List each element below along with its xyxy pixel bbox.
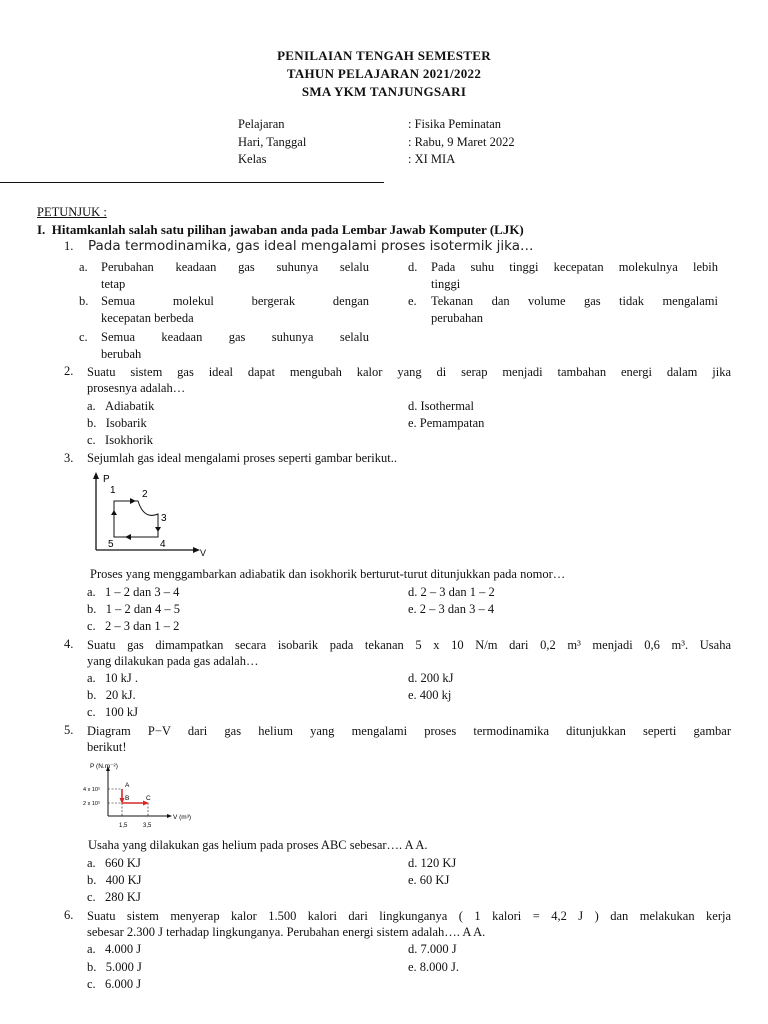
arrow-5-1 <box>111 510 117 515</box>
option-e: e. 2 – 3 dan 3 – 4 <box>408 602 495 616</box>
tick-label-p-low: 2 x 10⁵ <box>83 801 101 807</box>
option-letter: a. <box>79 260 88 274</box>
school-name: SMA YKM TANJUNGSARI <box>301 84 467 99</box>
option-letter: b. <box>79 294 89 308</box>
question-number: 5. <box>64 723 74 737</box>
question-number: 4. <box>64 637 74 651</box>
option-b: b. 20 kJ. <box>87 688 136 702</box>
question-stem-line2: sebesar 2.300 J terhadap lingkunganya. Perubahan energi sistem adalah…. A A. <box>87 925 486 939</box>
info-value-date: : Rabu, 9 Maret 2022 <box>408 135 515 149</box>
option-e: e. 8.000 J. <box>408 960 460 974</box>
option-c-line1: Semua keadaan gas suhunya selalu <box>101 330 369 344</box>
option-c: c. 280 KJ <box>87 890 141 904</box>
option-e: e. Pemampatan <box>408 416 485 430</box>
question-stem-line2: yang dilakukan pada gas adalah… <box>87 654 259 668</box>
school-year: TAHUN PELAJARAN 2021/2022 <box>286 66 482 81</box>
exam-title: PENILAIAN TENGAH SEMESTER <box>277 48 491 63</box>
info-label-date: Hari, Tanggal <box>238 135 307 149</box>
option-d: d. 200 kJ <box>408 671 454 685</box>
option-b: b. 400 KJ <box>87 873 142 887</box>
option-letter: d. <box>408 260 418 274</box>
option-e: e. 60 KJ <box>408 873 450 887</box>
option-letter: c. <box>79 330 88 344</box>
v-axis-arrow <box>167 814 172 818</box>
option-d: d. Isothermal <box>408 399 474 413</box>
question-stem-line1: Suatu sistem menyerap kalor 1.500 kalori dari lingkunganya ( 1 kalori = 4,2 J ) dan melakukan kerja <box>87 909 731 923</box>
point-label: 4 <box>160 539 166 550</box>
option-a-line2: tetap <box>101 277 126 291</box>
process-cycle-path <box>114 501 158 537</box>
question-number: 6. <box>64 908 74 922</box>
option-a: a. Adiabatik <box>87 399 155 413</box>
option-c: c. Isokhorik <box>87 433 153 447</box>
option-d: d. 2 – 3 dan 1 – 2 <box>408 585 495 599</box>
point-label: 3 <box>161 513 167 524</box>
point-label: 1 <box>110 485 116 496</box>
point-label-c: C <box>146 795 151 802</box>
question-stem-line2: berikut! <box>87 740 127 754</box>
info-value-subject: : Fisika Peminatan <box>408 117 502 131</box>
option-b: b. Isobarik <box>87 416 147 430</box>
option-c: c. 6.000 J <box>87 977 142 991</box>
option-b-line1: Semua molekul bergerak dengan <box>101 294 369 308</box>
info-value-class: : XI MIA <box>408 152 456 166</box>
option-b: b. 5.000 J <box>87 960 142 974</box>
question-stem-line1: Diagram P−V dari gas helium yang mengalami proses termodinamika ditunjukkan seperti gambar <box>87 724 731 738</box>
question-number: 3. <box>64 451 74 465</box>
point-label-b: B <box>125 795 130 802</box>
p-axis-arrow <box>93 472 99 479</box>
pv-diagram-isothermal <box>86 470 216 558</box>
p-axis-label: P <box>103 474 110 485</box>
v-axis-label: V <box>200 548 207 558</box>
header-divider <box>0 182 384 183</box>
option-b: b. 1 – 2 dan 4 – 5 <box>87 602 181 616</box>
pv-diagram-helium <box>82 760 202 832</box>
option-e-line2: perubahan <box>431 311 484 325</box>
arrow-4-5 <box>125 534 131 540</box>
option-a: a. 1 – 2 dan 3 – 4 <box>87 585 180 599</box>
tick-label-v2: 3,5 <box>143 823 152 829</box>
option-d-line1: Pada suhu tinggi kecepatan molekulnya lebih <box>431 260 718 274</box>
option-d: d. 7.000 J <box>408 942 457 956</box>
instructions-heading: PETUNJUK : <box>37 205 107 219</box>
question-stem-line1: Suatu gas dimampatkan secara isobarik pada tekanan 5 x 10 N/m dari 0,2 m³ menjadi 0,6 m³. Usaha <box>87 638 731 652</box>
option-a: a. 660 KJ <box>87 856 141 870</box>
arrow-1-2 <box>130 498 136 504</box>
option-letter: e. <box>408 294 417 308</box>
option-c: c. 2 – 3 dan 1 – 2 <box>87 619 180 633</box>
question-number: 1. <box>64 239 74 253</box>
v-axis-label: V (m³) <box>173 814 192 821</box>
option-a-line1: Perubahan keadaan gas suhunya selalu <box>101 260 369 274</box>
instruction-line: I. Hitamkanlah salah satu pilihan jawaban anda pada Lembar Jawab Komputer (LJK) <box>37 222 524 237</box>
point-label: 5 <box>108 539 114 550</box>
question-stem: Sejumlah gas ideal mengalami proses seperti gambar berikut.. <box>87 451 397 465</box>
option-d-line2: tinggi <box>431 277 461 291</box>
question-stem-line2: prosesnya adalah… <box>87 381 186 395</box>
info-label-class: Kelas <box>238 152 267 166</box>
tick-label-v1: 1,5 <box>119 823 128 829</box>
arrow-3-4 <box>155 527 161 532</box>
question-stem-line1: Suatu sistem gas ideal dapat mengubah kalor yang di serap menjadi tambahan energi dalam jika <box>87 365 731 379</box>
option-a: a. 10 kJ . <box>87 671 139 685</box>
option-c: c. 100 kJ <box>87 705 139 719</box>
option-a: a. 4.000 J <box>87 942 142 956</box>
question-number: 2. <box>64 364 74 378</box>
point-label: 2 <box>142 489 148 500</box>
v-axis-arrow <box>193 547 200 553</box>
question-prompt: Proses yang menggambarkan adiabatik dan isokhorik berturut-turut ditunjukkan pada nomor… <box>90 567 566 581</box>
point-label-a: A <box>125 782 130 789</box>
p-axis-label: P (N.m⁻²) <box>90 763 118 770</box>
info-label-subject: Pelajaran <box>238 117 285 131</box>
question-stem: Pada termodinamika, gas ideal mengalami proses isotermik jika… <box>88 238 534 254</box>
option-c-line2: berubah <box>101 347 142 361</box>
option-d: d. 120 KJ <box>408 856 457 870</box>
option-e-line1: Tekanan dan volume gas tidak mengalami <box>431 294 718 308</box>
option-b-line2: kecepatan berbeda <box>101 311 194 325</box>
option-e: e. 400 kj <box>408 688 452 702</box>
tick-label-p-high: 4 x 10⁵ <box>83 787 101 793</box>
question-prompt: Usaha yang dilakukan gas helium pada proses ABC sebesar…. A A. <box>88 838 428 852</box>
